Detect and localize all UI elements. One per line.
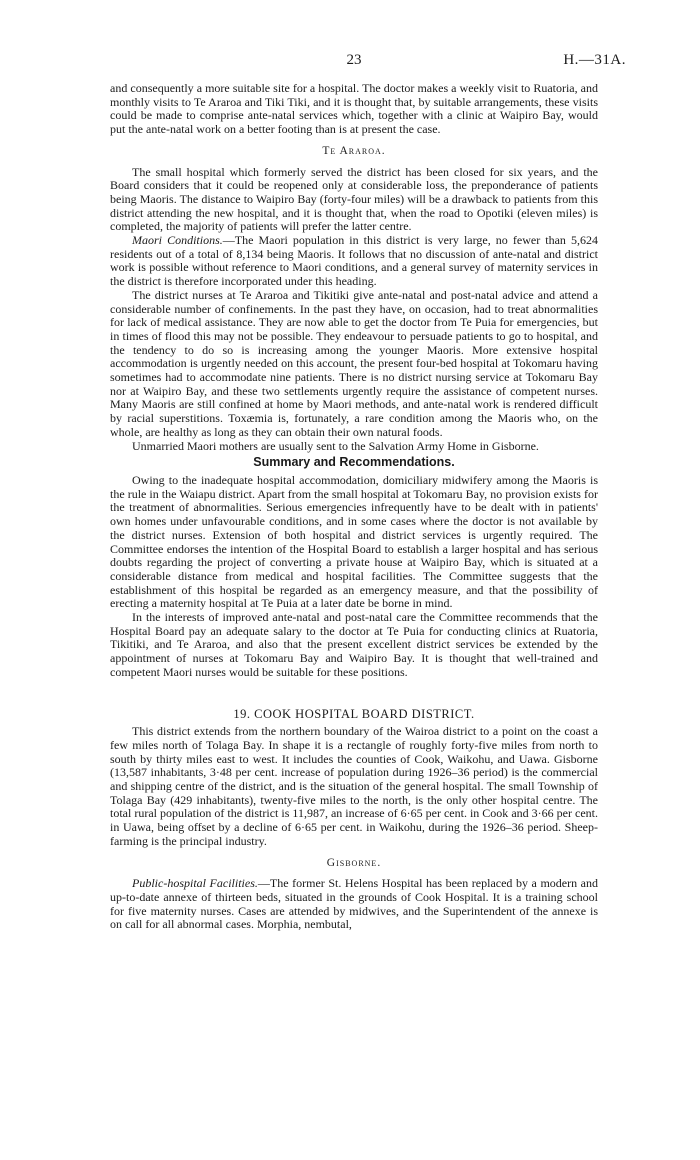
- document-reference: H.—31A.: [563, 52, 626, 68]
- paragraph: This district extends from the northern boundary of the Wairoa district to a point on the coast a few miles north of Tolaga Bay. In shape it is a rectangle of roughly forty-five miles from north to south by thirty miles east to west. It includes the counties of Cook, Waikohu, and Uawa. Gisborne (13,587 inhabitants, 3·48 per cent. increase of population during 1926–36 period) is the commercial and shipping centre of the district, and is the situation of the general hospital. The small Township of Tolaga Bay (429 inhabitants), twenty-five miles to the north, is the only other hospital centre. The total rural population of the district is 11,987, an increase of 6·65 per cent. in Cook and 3·66 per cent. in Uawa, being offset by a decline of 6·65 per cent. in Waikohu, during the 1926–36 period. Sheep-farming is the principal industry.: [110, 724, 598, 848]
- paragraph: and consequently a more suitable site for a hospital. The doctor makes a weekly visit to Ruatoria, and monthly visits to Te Araroa and Tiki Tiki, and it is thought that, by suitable arrangements, these visits could be made to comprise ante-natal services which, together with a clinic at Waipiro Bay, would put the ante-natal work on a better footing than is at present the case.: [110, 81, 598, 137]
- paragraph-label: Maori Conditions.: [132, 233, 223, 248]
- page-header: [110, 52, 626, 72]
- page-number: 23: [346, 52, 362, 68]
- section-heading-summary: Summary and Recommendations.: [253, 455, 455, 470]
- paragraph-text: —The former St. Helens Hospital has been replaced by a modern and up-to-date annexe of thirteen beds, situated in the grounds of Cook Hospital. It is a training school for five maternity nurses. Cases are attended by midwives, and the Superintendent of the annexe is on call for all abnormal cases. Morphia, nembutal,: [110, 876, 598, 932]
- section-heading-cook-district: 19. COOK HOSPITAL BOARD DISTRICT.: [233, 706, 475, 721]
- paragraph: The small hospital which formerly served the district has been closed for six years, and the Board considers that it could be reopened only at considerable loss, the preponderance of patients being Maoris. The distance to Waipiro Bay (forty-four miles) will be a drawback to patients from this district attending the new hospital, and it is thought that, when the road to Opotiki (eleven miles) is completed, the majority of patients will prefer the latter centre.: [110, 164, 598, 234]
- paragraph-label: Public-hospital Facilities.: [132, 876, 258, 891]
- paragraph: [110, 877, 598, 932]
- section-heading-te-araroa: Te Araroa.: [322, 144, 386, 157]
- paragraph-text: —The Maori population in this district is very large, no fewer than 5,624 residents out of a total of 8,134 being Maoris. It follows that no discussion of ante-natal and district work is possible without reference to Maori conditions, and a general survey of maternity services in the district is therefore incorporated under this heading.: [110, 233, 598, 289]
- document-body: [110, 82, 598, 932]
- paragraph: The district nurses at Te Araroa and Tikitiki give ante-natal and post-natal advice and attend a considerable number of confinements. In the past they have, on occasion, had to treat abnormalities for lack of medical assistance. They are now able to get the doctor from Te Puia for emergencies, but in times of flood this may not be possible. They endeavour to persuade patients to go to hospital, and the tendency to do so is increasing among the younger Maoris. More extensive hospital accommodation is urgently needed on this account, the present four-bed hospital at Tokomaru having sometimes had to accommodate nine patients. There is no district nursing service at Tokomaru Bay nor at Waipiro Bay, and these two settlements urgently require the assistance of competent nurses. Many Maoris are still confined at home by Maori methods, and ante-natal work is rendered difficult by racial superstitions. Toxæmia is, fortunately, a rare condition among the Maoris who, on the whole, are healthy as long as they can obtain their own natural foods.: [110, 287, 598, 439]
- paragraph: Owing to the inadequate hospital accommodation, domiciliary midwifery among the Maoris is the rule in the Waiapu district. Apart from the small hospital at Tokomaru Bay, no provision exists for the treatment of abnormalities. Serious emergencies infrequently have to be dealt with in patients' own homes under unfavourable conditions, and in some cases where the doctor is not available by the district nurses. Extension of both hospital and district services is urgently required. The Committee endorses the intention of the Hospital Board to establish a larger hospital and has serious doubts regarding the project of converting a private house at Waipiro Bay, which is situated at a considerable distance from medical and hospital facilities. The Committee suggests that the establishment of this hospital be regarded as an emergency measure, and that the possibility of erecting a maternity hospital at Te Puia at a later date be borne in mind.: [110, 472, 598, 611]
- paragraph: [110, 234, 598, 289]
- paragraph: In the interests of improved ante-natal and post-natal care the Committee recommends that the Hospital Board pay an adequate salary to the doctor at Te Puia for conducting clinics at Ruatoria, Tikitiki, and Te Araroa, and also that the present excellent district services be extended by the appointment of nurses at Tokomaru Bay and Waipiro Bay. It is thought that well-trained and competent Maori nurses would be suitable for these positions.: [110, 610, 598, 679]
- section-heading-gisborne: Gisborne.: [326, 856, 382, 869]
- paragraph: Unmarried Maori mothers are usually sent to the Salvation Army Home in Gisborne.: [132, 438, 539, 453]
